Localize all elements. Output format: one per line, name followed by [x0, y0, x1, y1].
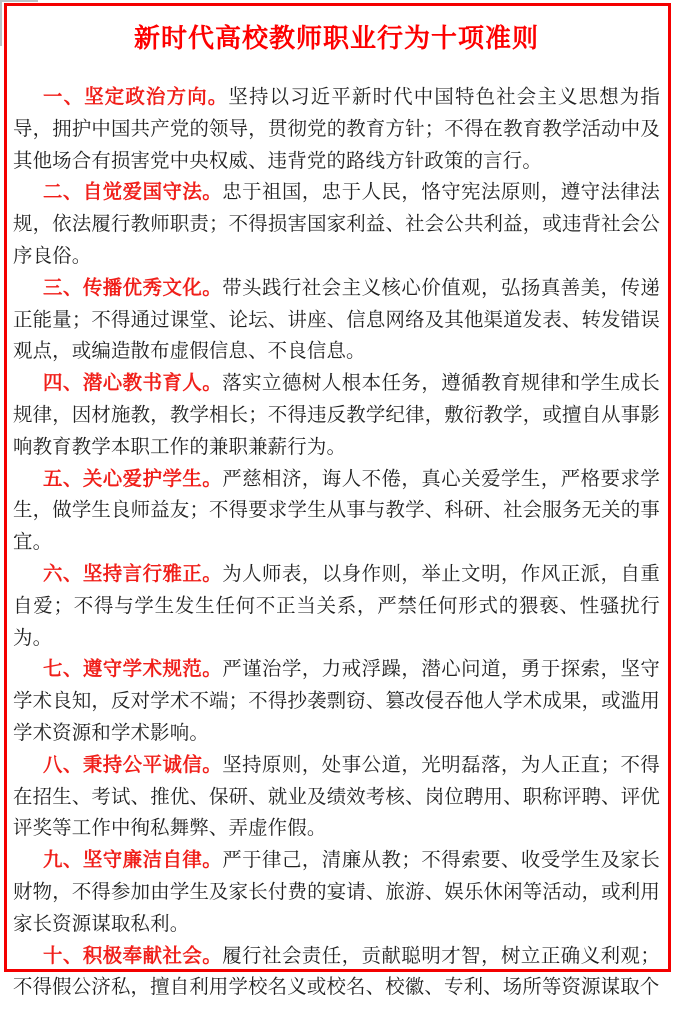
rule-body-8: 坚持原则，处事公道，光明磊落，为人正直；不得在招生、考试、推优、保研、就业及绩效考核、岗位聘用、职称评聘、评优评奖等工作中徇私舞弊、弄虚作假。: [13, 754, 660, 840]
rule-paragraph-9: [13, 845, 660, 940]
rule-heading-2: 二、自觉爱国守法。: [43, 181, 223, 204]
rule-paragraph-10: [13, 941, 660, 1005]
rule-heading-3: 三、传播优秀文化。: [43, 276, 223, 299]
rule-paragraph-2: [13, 177, 660, 272]
rule-paragraph-6: [13, 559, 660, 654]
rule-heading-8: 八、秉持公平诚信。: [43, 753, 223, 776]
rule-paragraph-3: [13, 273, 660, 368]
rule-body-1: 坚持以习近平新时代中国特色社会主义思想为指导，拥护中国共产党的领导，贯彻党的教育方针；不得在教育教学活动中及其他场合有损害党中央权威、违背党的路线方针政策的言行。: [13, 87, 660, 172]
document-title: 新时代高校教师职业行为十项准则: [133, 23, 539, 53]
rule-paragraph-1: [13, 82, 660, 177]
rule-body-3: 带头践行社会主义核心价值观，弘扬真善美，传递正能量；不得通过课堂、论坛、讲座、信息网络及其他渠道发表、转发错误观点，或编造散布虚假信息、不良信息。: [13, 277, 660, 363]
rule-body-10: 履行社会责任，贡献聪明才智，树立正确义利观；不得假公济私，擅自利用学校名义或校名、校徽、专利、场所等资源谋取个: [13, 945, 660, 999]
rule-body-6: 为人师表，以身作则，举止文明，作风正派，自重自爱；不得与学生发生任何不正当关系，严禁任何形式的猥亵、性骚扰行为。: [13, 563, 660, 649]
rule-paragraph-8: [13, 750, 660, 845]
rule-paragraph-7: [13, 654, 660, 749]
screen-edge-artifact-vertical: [0, 0, 2, 46]
rule-body-7: 严谨治学，力戒浮躁，潜心问道，勇于探索，坚守学术良知，反对学术不端；不得抄袭剽窃、篡改侵吞他人学术成果，或滥用学术资源和学术影响。: [13, 659, 660, 744]
rule-body-5: 严慈相济，诲人不倦，真心关爱学生，严格要求学生，做学生良师益友；不得要求学生从事与教学、科研、社会服务无关的事宜。: [13, 468, 660, 554]
rule-heading-4: 四、潜心教书育人。: [43, 372, 223, 395]
rule-heading-10: 十、积极奉献社会。: [43, 944, 223, 967]
rule-heading-5: 五、关心爱护学生。: [43, 467, 223, 490]
rule-heading-7: 七、遵守学术规范。: [43, 658, 223, 681]
rule-body-2: 忠于祖国，忠于人民，恪守宪法原则，遵守法律法规，依法履行教师职责；不得损害国家利益、社会公共利益，或违背社会公序良俗。: [13, 182, 660, 267]
rule-paragraph-4: [13, 368, 660, 463]
document-content: [7, 6, 668, 1004]
screen-edge-artifact-horizontal: [0, 0, 38, 2]
rule-heading-1: 一、坚定政治方向。: [43, 86, 229, 108]
rule-heading-9: 九、坚守廉洁自律。: [43, 849, 223, 872]
rule-body-9: 严于律己，清廉从教；不得索要、收受学生及家长财物，不得参加由学生及家长付费的宴请、旅游、娱乐休闲等活动，或利用家长资源谋取私利。: [13, 850, 660, 935]
document-red-border-frame: [4, 3, 671, 999]
rule-paragraph-5: [13, 464, 660, 559]
rule-body-4: 落实立德树人根本任务，遵循教育规律和学生成长规律，因材施教，教学相长；不得违反教学纪律，敷衍教学，或擅自从事影响教育教学本职工作的兼职兼薪行为。: [13, 373, 660, 458]
rule-heading-6: 六、坚持言行雅正。: [43, 562, 223, 585]
